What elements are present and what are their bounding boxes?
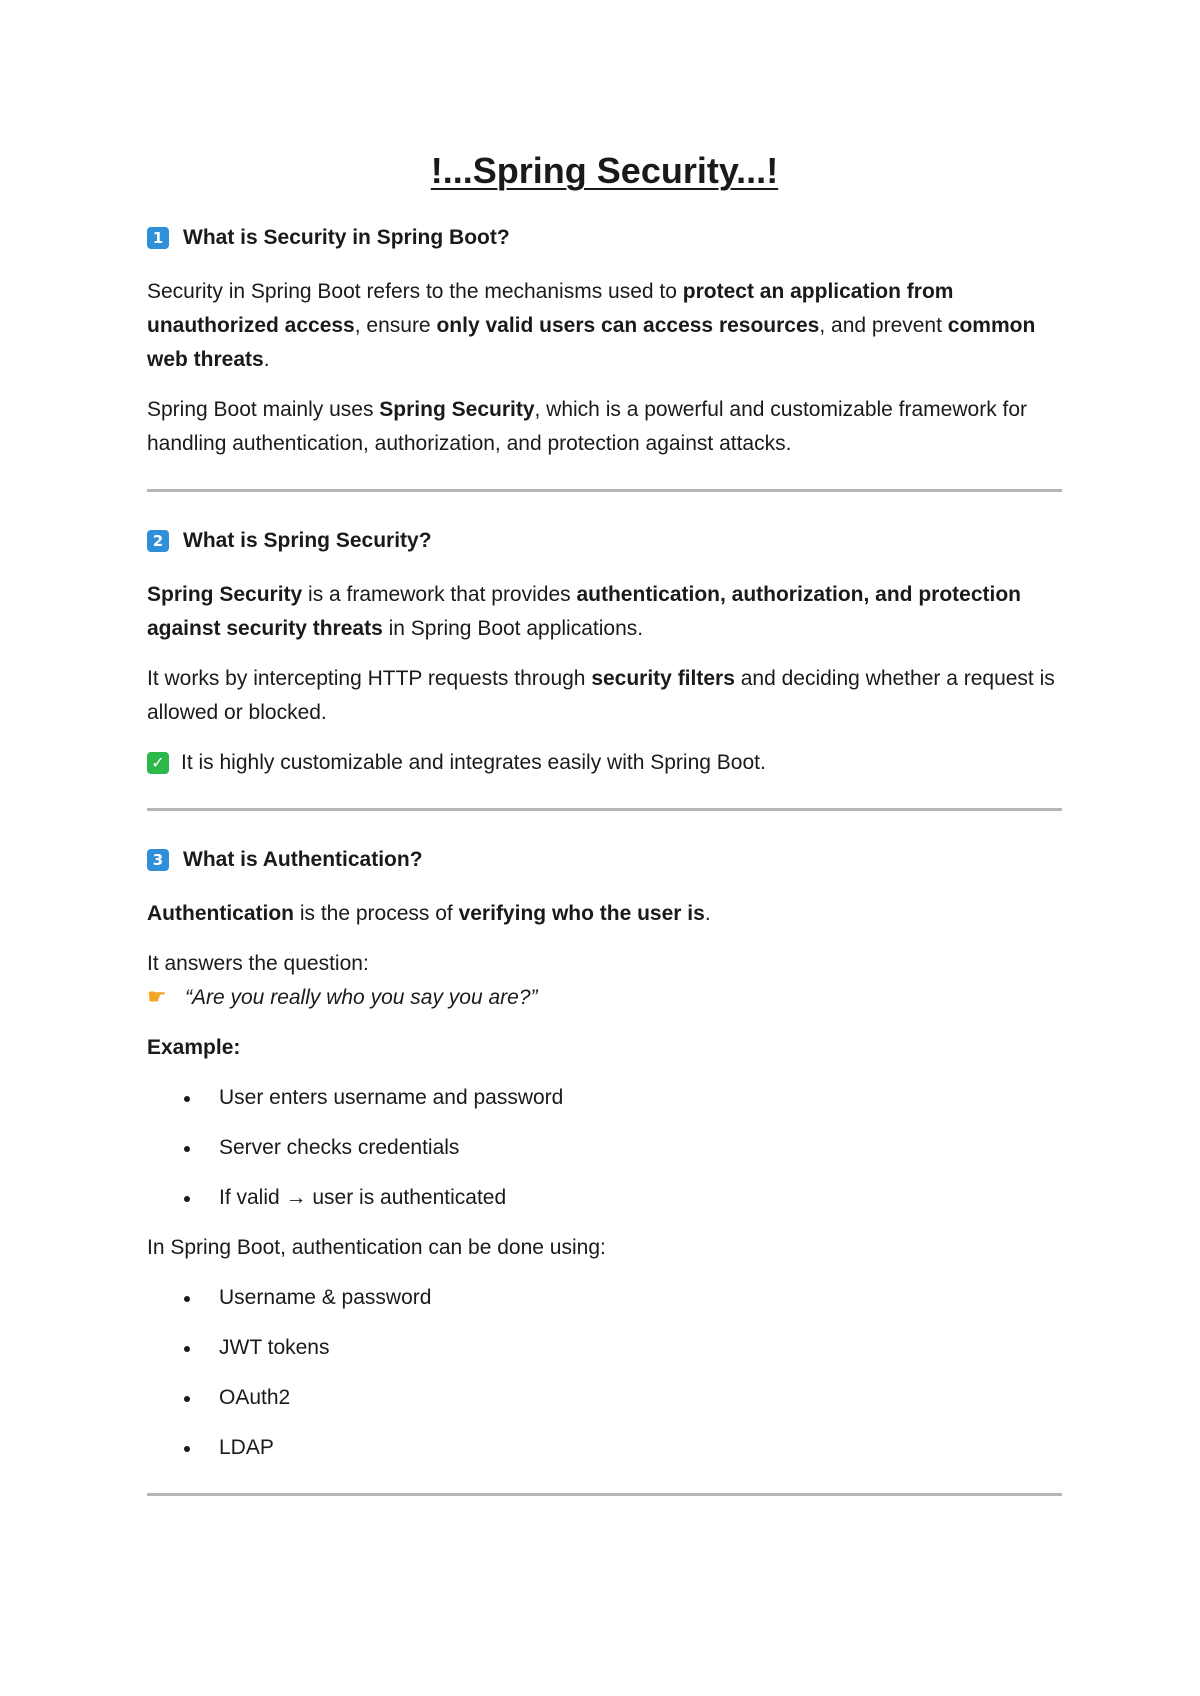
number-two-icon: 2 <box>147 530 169 552</box>
paragraph: It works by intercepting HTTP requests through security filters and deciding whether a request is allowed or blocked. <box>147 667 1055 724</box>
paragraph: Spring Boot mainly uses Spring Security, which is a powerful and customizable framework for handling authentication, authorization, and protection against attacks. <box>147 398 1028 455</box>
section-divider <box>147 1493 1062 1496</box>
example-list <box>147 1081 1062 1215</box>
methods-list <box>147 1281 1062 1465</box>
section-security-in-spring-boot <box>147 223 1062 461</box>
list-item: OAuth2 <box>219 1381 1062 1415</box>
pointing-hand-icon: ☛ <box>147 985 167 1010</box>
section-divider <box>147 489 1062 492</box>
paragraph: Authentication is the process of verifying who the user is. <box>147 902 711 925</box>
list-item: User enters username and password <box>219 1081 1062 1115</box>
section-heading-text: What is Security in Spring Boot? <box>183 226 510 249</box>
section-spring-security <box>147 526 1062 780</box>
check-mark-icon: ✓ <box>147 752 169 774</box>
question-text: “Are you really who you say you are?” <box>185 986 538 1009</box>
list-item: LDAP <box>219 1431 1062 1465</box>
question-line <box>147 981 1062 1015</box>
list-item: Username & password <box>219 1281 1062 1315</box>
question-intro: It answers the question: <box>147 952 369 975</box>
number-three-icon: 3 <box>147 849 169 871</box>
paragraph: Spring Security is a framework that provides authentication, authorization, and protection against security threats in Spring Boot applications. <box>147 583 1021 640</box>
methods-intro: In Spring Boot, authentication can be done using: <box>147 1236 606 1259</box>
list-item: If valid → user is authenticated <box>219 1181 1062 1215</box>
section-heading-text: What is Spring Security? <box>183 529 432 552</box>
section-heading <box>147 845 1062 875</box>
list-item: Server checks credentials <box>219 1131 1062 1165</box>
example-label: Example: <box>147 1036 241 1059</box>
section-heading <box>147 526 1062 556</box>
list-item: JWT tokens <box>219 1331 1062 1365</box>
number-one-icon: 1 <box>147 227 169 249</box>
document-title: !...Spring Security...! <box>430 150 779 191</box>
check-note <box>147 746 1062 780</box>
section-heading <box>147 223 1062 253</box>
section-authentication <box>147 845 1062 1465</box>
question-block <box>147 947 1062 1015</box>
check-note-text: It is highly customizable and integrates easily with Spring Boot. <box>181 751 766 774</box>
section-divider <box>147 808 1062 811</box>
section-heading-text: What is Authentication? <box>183 848 423 871</box>
paragraph: Security in Spring Boot refers to the mechanisms used to protect an application from unauthorized access, ensure only valid users can access resources, and prevent common web threats. <box>147 280 1036 371</box>
